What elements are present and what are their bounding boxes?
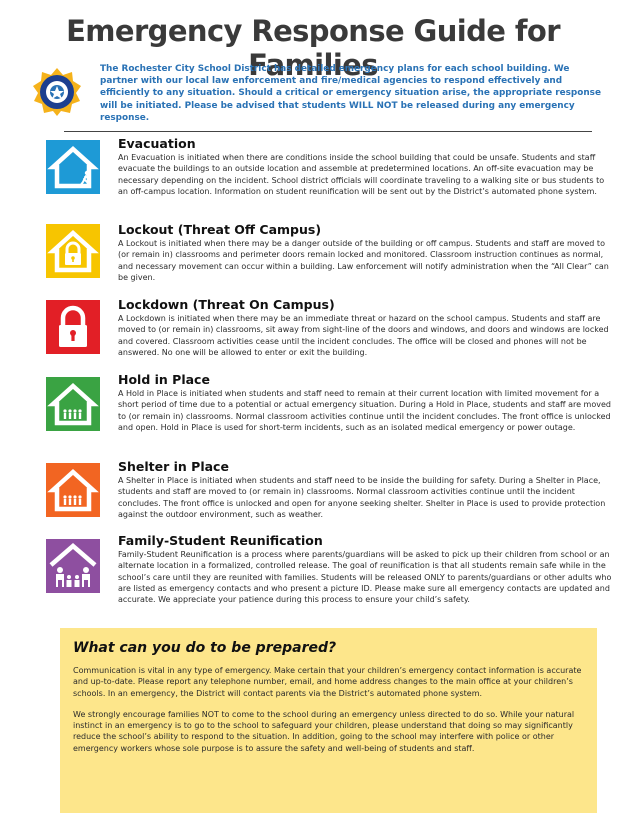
section-title: Lockout (Threat Off Campus) — [118, 222, 322, 237]
section-text: A Lockdown is initiated when there may be an immediate threat or hazard on the school campus. Students and staff are moved to (or remain in) classrooms, sit away from sight-line of the doors and windows, and doors and windows are locked and covered. Classroom activities cease until the incident concludes. The office will be closed and phones will not be answered. No one will be allowed to enter or exit the building. — [118, 314, 609, 357]
section-title: Evacuation — [118, 136, 196, 151]
district-seal-logo — [32, 67, 82, 117]
section-text: An Evacuation is initiated when there are conditions inside the school building that could be unsafe. Students and staff evacuate the buildings to an outside location and assemble at predetermined locations. An off-site evacuation may be necessary depending on the incident. School district officials will coordinate traveling to a walking site or bus students to an off-campus location. Information on student reunification will be sent out by the District’s automated phone system. — [118, 153, 605, 196]
page-title: Emergency Response Guide for Families — [66, 14, 560, 82]
divider — [64, 131, 592, 132]
section-text: A Hold in Place is initiated when students and staff need to remain at their current location with limited movement for a short period of time due to a potential or actual emergency situation. During a Hold in Place, students and staff are moved to (or remain in) classrooms. Normal classroom activities continue until the incident concludes. The front office is unlocked and open. Hold in Place is used for short-term incidents, such as an isolated medical emergency or power outage. — [118, 389, 611, 432]
shelter-in-place-icon — [46, 463, 100, 517]
section-title: Hold in Place — [118, 372, 210, 387]
hold-in-place-icon — [46, 377, 100, 431]
prepared-paragraph: Communication is vital in any type of emergency. Make certain that your children’s emergency contact information is accurate and up-to-date. Please report any telephone number, email, and home address changes to the main office at your children’s schools. In an emergency, the District will contact parents via the District’s automated phone system. — [73, 666, 582, 698]
lockout-icon — [46, 224, 100, 278]
prepared-paragraph: We strongly encourage families NOT to come to the school during an emergency unless directed to do so. While your natural instinct in an emergency is to go to the school to safeguard your children, please understand that doing so may significantly reduce the school’s ability to respond to the situation. In addition, going to the school may interfere with police or other emergency workers whose sole purpose is to assure the safety and well-being of students and staff. — [73, 709, 575, 753]
section-text: A Shelter in Place is initiated when students and staff need to be inside the building for safety. During a Shelter in Place, students and staff are moved to (or remain in) classrooms. Normal classroom activities continue until the incident concludes. The front office is unlocked and open for anyone seeking shelter. Shelter in Place is used to provide protection against the outdoor environment, such as weather. — [118, 476, 606, 519]
evacuation-icon — [46, 140, 100, 194]
reunification-icon — [46, 539, 100, 593]
lockdown-icon — [46, 300, 100, 354]
section-text: A Lockout is initiated when there may be a danger outside of the building or off campus. Students and staff are moved to (or remain in) classrooms and perimeter doors remain locked and monitored. Classroom instruction continues as normal, and necessary movement can occur within a building. Law enforcement will notify administration when the “All Clear” can be given. — [118, 239, 609, 282]
intro-statement: The Rochester City School District has detailed emergency plans for each school building. We partner with our local law enforcement and fire/medical agencies to respond effectively and efficiently to any situation. Should a critical or emergency situation arise, the appropriate response will be initiated. Please be advised that students WILL NOT be released during any emergency response. — [100, 64, 601, 123]
section-title: Family-Student Reunification — [118, 533, 323, 548]
section-title: Lockdown (Threat On Campus) — [118, 297, 335, 312]
prepared-box — [60, 628, 597, 813]
prepared-title: What can you do to be prepared? — [73, 640, 337, 656]
section-text: Family-Student Reunification is a process where parents/guardians will be asked to pick up their children from school or an alternate location in a formalized, controlled release. The goal of reunification is that all students remain safe while in the school’s care until they are reunited with families. Students will be released ONLY to parents/guardians or other adults who are listed as emergency contacts and who present a picture ID. Please make sure all emergency contacts are updated and accurate. We appreciate your patience during this process to ensure your child’s safety. — [118, 550, 612, 605]
section-title: Shelter in Place — [118, 459, 229, 474]
